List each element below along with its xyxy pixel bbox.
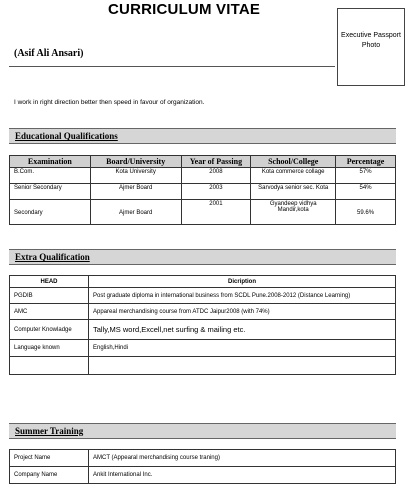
divider — [9, 66, 335, 67]
table-row — [10, 357, 396, 375]
school-cell: Gyandeep vidhya Mandir,kota — [251, 200, 336, 225]
section-education-title: Educational Qualifications — [15, 131, 118, 141]
exam-cell: B.Com. — [10, 168, 91, 184]
head-cell: Computer Knowladge — [10, 320, 89, 340]
table-row — [10, 200, 396, 225]
passport-photo-placeholder: Executive Passport Photo — [337, 8, 405, 86]
section-summer-training — [9, 423, 396, 439]
summer-training-table — [9, 449, 396, 484]
career-objective: I work in right direction better then speed in favour of organization. — [14, 99, 205, 106]
column-header: Percentage — [336, 156, 396, 168]
board-cell: Kota University — [90, 168, 181, 184]
description-cell: English,Hindi — [89, 340, 396, 357]
description-cell: Post graduate diploma in international business from SCDL Pune.2008-2012 (Distance Learning) — [89, 288, 396, 304]
section-education — [9, 128, 396, 144]
head-cell: Language known — [10, 340, 89, 357]
table-row — [10, 340, 396, 357]
head-cell: PGDIB — [10, 288, 89, 304]
school-cell: Sarvodya senior sec. Kota — [251, 184, 336, 200]
label-cell: Company Name — [10, 467, 89, 484]
table-header-row — [10, 156, 396, 168]
column-header: Year of Passing — [181, 156, 251, 168]
table-row — [10, 304, 396, 320]
label-cell: Project Name — [10, 450, 89, 467]
section-extra-title: Extra Qualification — [15, 252, 90, 262]
column-header: HEAD — [10, 276, 89, 288]
candidate-name: (Asif Ali Ansari) — [14, 48, 84, 59]
table-row — [10, 288, 396, 304]
percentage-cell: 57% — [336, 168, 396, 184]
board-cell: Ajmer Board — [90, 184, 181, 200]
column-header: School/College — [251, 156, 336, 168]
description-cell: Appareal merchandising course from ATDC Jaipur2008 (with 74%) — [89, 304, 396, 320]
year-cell: 2008 — [181, 168, 251, 184]
column-header: Examination — [10, 156, 91, 168]
percentage-cell: 59.6% — [336, 200, 396, 225]
year-cell: 2003 — [181, 184, 251, 200]
description-cell: Tally,MS word,Excell,net surfing & mailing etc. — [89, 320, 396, 340]
column-header: Board/University — [90, 156, 181, 168]
section-extra-qualification — [9, 249, 396, 265]
section-summer-title: Summer Training — [15, 426, 84, 436]
table-row — [10, 467, 396, 484]
extra-qualification-table — [9, 275, 396, 375]
education-table — [9, 155, 396, 225]
cv-title: CURRICULUM VITAE — [108, 1, 261, 18]
table-row — [10, 168, 396, 184]
head-cell — [10, 357, 89, 375]
table-row — [10, 320, 396, 340]
board-cell: Ajmer Board — [90, 200, 181, 225]
table-header-row — [10, 276, 396, 288]
percentage-cell: 54% — [336, 184, 396, 200]
table-row — [10, 184, 396, 200]
description-cell — [89, 357, 396, 375]
exam-cell: Senior Secondary — [10, 184, 91, 200]
year-cell: 2001 — [181, 200, 251, 225]
value-cell: Ankit International Inc. — [89, 467, 396, 484]
school-cell: Kota commerce collage — [251, 168, 336, 184]
value-cell: AMCT (Appearal merchandising course traning) — [89, 450, 396, 467]
table-row — [10, 450, 396, 467]
exam-cell: Secondary — [10, 200, 91, 225]
column-header: Dicription — [89, 276, 396, 288]
head-cell: AMC — [10, 304, 89, 320]
